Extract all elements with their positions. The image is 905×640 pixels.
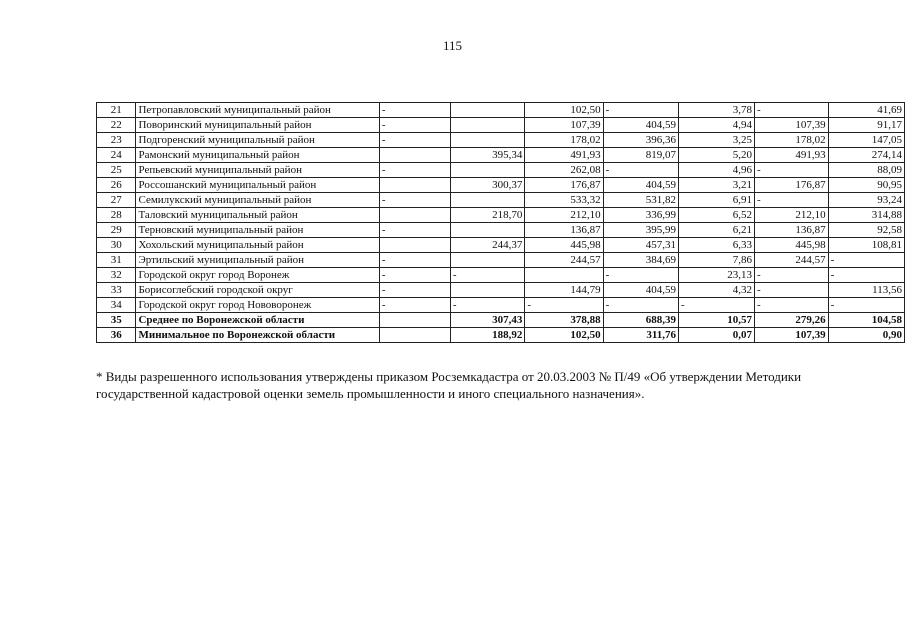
value-cell: - [755,193,829,208]
table-row [97,253,905,268]
value-cell: - [379,268,450,283]
value-cell: - [755,298,829,313]
value-cell: - [603,163,678,178]
municipality-name: Минимальное по Воронежской области [136,328,379,343]
value-cell: 491,93 [525,148,603,163]
value-cell: - [603,268,678,283]
value-cell: 178,02 [755,133,829,148]
municipality-name: Репьевский муниципальный район [136,163,379,178]
municipality-name: Городской округ город Нововоронеж [136,298,379,313]
value-cell [450,118,524,133]
row-number: 23 [97,133,136,148]
municipality-name: Эртильский муниципальный район [136,253,379,268]
value-cell: 404,59 [603,118,678,133]
table-row [97,163,905,178]
value-cell: 445,98 [755,238,829,253]
table-row [97,238,905,253]
value-cell: 404,59 [603,283,678,298]
value-cell: 212,10 [525,208,603,223]
table-row [97,103,905,118]
value-cell: 262,08 [525,163,603,178]
value-cell: 3,25 [678,133,754,148]
value-cell: - [828,253,904,268]
value-cell: 396,36 [603,133,678,148]
value-cell: - [379,298,450,313]
value-cell: 688,39 [603,313,678,328]
value-cell: - [379,133,450,148]
value-cell: - [828,268,904,283]
value-cell: - [755,268,829,283]
value-cell: 91,17 [828,118,904,133]
value-cell [450,133,524,148]
value-cell: - [379,253,450,268]
value-cell: 4,96 [678,163,754,178]
value-cell [379,208,450,223]
value-cell: - [603,298,678,313]
value-cell: 147,05 [828,133,904,148]
municipality-name: Хохольский муниципальный район [136,238,379,253]
municipality-name: Среднее по Воронежской области [136,313,379,328]
value-cell: - [379,283,450,298]
value-cell: 4,94 [678,118,754,133]
value-cell: 491,93 [755,148,829,163]
value-cell: 6,21 [678,223,754,238]
value-cell: 404,59 [603,178,678,193]
value-cell [379,148,450,163]
row-number: 33 [97,283,136,298]
footnote: * Виды разрешенного использования утверждены приказом Росземкадастра от 20.03.2003 № П/49 «Об утверждении Методики государственной кадастровой оценки земель промышленности и иного специального назначения». [96,369,802,401]
row-number: 24 [97,148,136,163]
row-number: 36 [97,328,136,343]
value-cell [379,328,450,343]
value-cell: 336,99 [603,208,678,223]
value-cell [450,253,524,268]
value-cell: 136,87 [525,223,603,238]
value-cell: 445,98 [525,238,603,253]
value-cell: 457,31 [603,238,678,253]
value-cell: - [525,298,603,313]
value-cell: 531,82 [603,193,678,208]
valuation-table [96,102,905,343]
municipality-name: Терновский муниципальный район [136,223,379,238]
value-cell [379,178,450,193]
municipality-name: Городской округ город Воронеж [136,268,379,283]
row-number: 35 [97,313,136,328]
value-cell: 244,37 [450,238,524,253]
value-cell: - [828,298,904,313]
row-number: 25 [97,163,136,178]
value-cell: 0,07 [678,328,754,343]
value-cell: 88,09 [828,163,904,178]
value-cell: 90,95 [828,178,904,193]
value-cell [450,223,524,238]
value-cell: 7,86 [678,253,754,268]
value-cell: - [450,268,524,283]
table-row [97,178,905,193]
table-row [97,118,905,133]
page-number: 115 [442,38,463,53]
value-cell: - [755,283,829,298]
value-cell: 92,58 [828,223,904,238]
value-cell: 6,52 [678,208,754,223]
value-cell: 144,79 [525,283,603,298]
row-number: 27 [97,193,136,208]
row-number: 31 [97,253,136,268]
value-cell: 113,56 [828,283,904,298]
value-cell [450,163,524,178]
value-cell: 3,78 [678,103,754,118]
row-number: 26 [97,178,136,193]
row-number: 34 [97,298,136,313]
value-cell [450,103,524,118]
table-row [97,298,905,313]
value-cell: 3,21 [678,178,754,193]
value-cell: 176,87 [525,178,603,193]
value-cell: 136,87 [755,223,829,238]
value-cell: 102,50 [525,328,603,343]
value-cell: 819,07 [603,148,678,163]
municipality-name: Подгоренский муниципальный район [136,133,379,148]
value-cell: 93,24 [828,193,904,208]
table-row [97,148,905,163]
municipality-name: Борисоглебский городской округ [136,283,379,298]
row-number: 30 [97,238,136,253]
value-cell: 395,34 [450,148,524,163]
value-cell: 4,32 [678,283,754,298]
value-cell: 107,39 [755,328,829,343]
row-number: 32 [97,268,136,283]
value-cell: 5,20 [678,148,754,163]
value-cell: 6,33 [678,238,754,253]
value-cell: 300,37 [450,178,524,193]
row-number: 22 [97,118,136,133]
value-cell [525,268,603,283]
value-cell: 23,13 [678,268,754,283]
table-row [97,328,905,343]
value-cell: - [379,103,450,118]
table-row [97,283,905,298]
value-cell: 10,57 [678,313,754,328]
value-cell: 378,88 [525,313,603,328]
row-number: 28 [97,208,136,223]
value-cell: 178,02 [525,133,603,148]
value-cell [450,283,524,298]
value-cell: 279,26 [755,313,829,328]
table-row [97,313,905,328]
value-cell [379,238,450,253]
value-cell [379,313,450,328]
value-cell: 244,57 [525,253,603,268]
value-cell: 108,81 [828,238,904,253]
value-cell: - [379,223,450,238]
value-cell [450,193,524,208]
value-cell: 212,10 [755,208,829,223]
value-cell: 6,91 [678,193,754,208]
value-cell: - [379,163,450,178]
value-cell: 176,87 [755,178,829,193]
table-row [97,208,905,223]
value-cell: 107,39 [525,118,603,133]
table-row [97,223,905,238]
table-row [97,133,905,148]
table-row [97,193,905,208]
municipality-name: Рамонский муниципальный район [136,148,379,163]
value-cell: 311,76 [603,328,678,343]
municipality-name: Таловский муниципальный район [136,208,379,223]
value-cell: 307,43 [450,313,524,328]
municipality-name: Петропавловский муниципальный район [136,103,379,118]
table-body [97,103,905,343]
value-cell: 218,70 [450,208,524,223]
value-cell: - [603,103,678,118]
municipality-name: Россошанский муниципальный район [136,178,379,193]
value-cell: 314,88 [828,208,904,223]
value-cell: 274,14 [828,148,904,163]
value-cell: 41,69 [828,103,904,118]
value-cell: - [379,118,450,133]
value-cell: 107,39 [755,118,829,133]
value-cell: 104,58 [828,313,904,328]
value-cell: 533,32 [525,193,603,208]
value-cell: - [450,298,524,313]
row-number: 29 [97,223,136,238]
municipality-name: Семилукский муниципальный район [136,193,379,208]
value-cell: 188,92 [450,328,524,343]
municipality-name: Поворинский муниципальный район [136,118,379,133]
value-cell: - [678,298,754,313]
value-cell: - [379,193,450,208]
value-cell: 244,57 [755,253,829,268]
value-cell: 102,50 [525,103,603,118]
value-cell: - [755,103,829,118]
value-cell: 384,69 [603,253,678,268]
value-cell: - [755,163,829,178]
row-number: 21 [97,103,136,118]
table-row [97,268,905,283]
value-cell: 0,90 [828,328,904,343]
value-cell: 395,99 [603,223,678,238]
